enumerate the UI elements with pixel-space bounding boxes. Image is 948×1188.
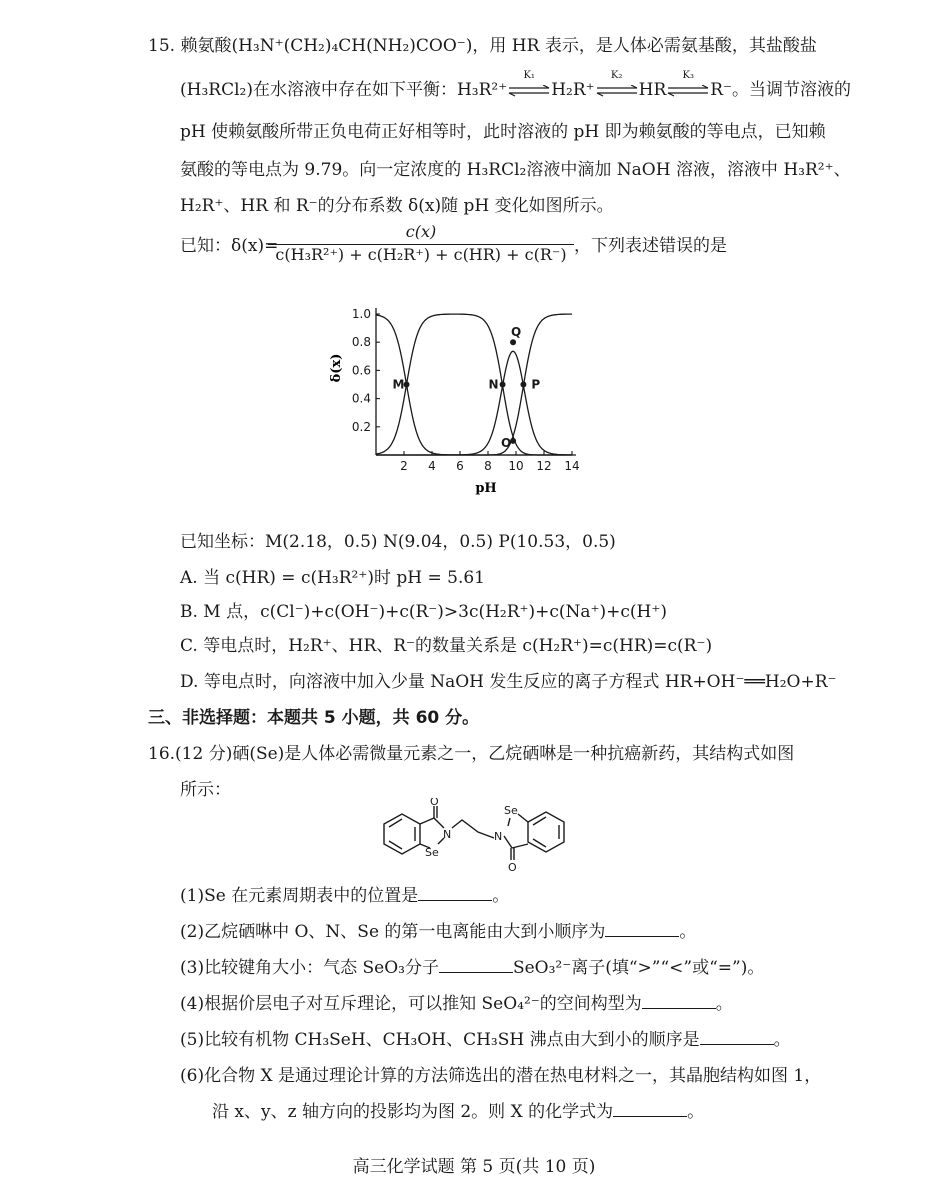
q16-item-6: (6)化合物 X 是通过理论计算的方法筛选出的潜在热电材料之一，其晶胞结构如图 1，: [180, 1066, 822, 1086]
q15-line5: H₂R⁺、HR 和 R⁻的分布系数 δ(x)随 pH 变化如图所示。: [180, 196, 614, 216]
fraction-denominator: c(H₃R²⁺) + c(H₂R⁺) + c(HR) + c(R⁻): [275, 245, 567, 264]
carbonyl-o-right: O: [508, 861, 517, 874]
answer-blank-2[interactable]: [605, 920, 679, 937]
answer-blank-4[interactable]: [642, 992, 716, 1009]
q15-line2: (H₃RCl₂)在水溶液中存在如下平衡：H₃R²⁺ K₁ H₂R⁺ K₂ HR K₃ R⁻。当调节溶液的: [180, 78, 851, 103]
q16-item-3: (3)比较键角大小：气态 SeO₃分子 SeO₃²⁻离子(填“>”“<”或“=”)。: [180, 958, 765, 978]
point-label-Q: Q: [511, 325, 522, 340]
y-tick-label-4: 1.0: [351, 307, 371, 321]
answer-blank-6[interactable]: [613, 1100, 687, 1117]
point-label-N: N: [488, 377, 499, 392]
q16-line2: 所示：: [180, 780, 231, 800]
q15-number: 15.: [148, 36, 176, 56]
q16-item-4: (4)根据价层电子对互斥理论，可以推知 SeO₄²⁻的空间构型为 。: [180, 994, 733, 1014]
q16-line1: 16.(12 分)硒(Se)是人体必需微量元素之一，乙烷硒啉是一种抗癌新药，其结构式如图: [148, 744, 795, 764]
x-tick-label-1: 4: [428, 459, 436, 473]
x-tick-label-2: 6: [456, 459, 464, 473]
answer-blank-1[interactable]: [418, 884, 492, 901]
distribution-fraction: [268, 222, 574, 267]
option-b: B. M 点，c(Cl⁻)+c(OH⁻)+c(R⁻)>3c(H₂R⁺)+c(Na⁺)+c(H⁺): [180, 602, 667, 622]
q16-item-2: (2)乙烷硒啉中 O、N、Se 的第一电离能由大到小顺序为 。: [180, 922, 697, 942]
chart-xlabel: pH: [475, 481, 497, 496]
q16-item-6-line2: 沿 x、y、z 轴方向的投影均为图 2。则 X 的化学式为 。: [212, 1102, 705, 1122]
fraction-numerator: c(x): [405, 222, 437, 241]
hr-curve: [376, 351, 572, 455]
page-footer: 高三化学试题 第 5 页(共 10 页): [352, 1157, 596, 1177]
option-d: D. 等电点时，向溶液中加入少量 NaOH 发生反应的离子方程式 HR+OH⁻══H₂O+R⁻: [180, 672, 837, 692]
point-P: [520, 382, 526, 388]
chart-ylabel: δ(x): [329, 353, 344, 383]
known-formula-prefix: 已知：δ(x)=: [180, 236, 279, 256]
section-heading: 三、非选择题：本题共 5 小题，共 60 分。: [148, 708, 480, 728]
q16-item-5: (5)比较有机物 CH₃SeH、CH₃OH、CH₃SH 沸点由大到小的顺序是 。: [180, 1030, 791, 1050]
y-tick-label-3: 0.8: [351, 335, 371, 350]
answer-blank-3[interactable]: [439, 956, 513, 973]
x-tick-label-0: 2: [400, 459, 408, 473]
carbonyl-o-left: O: [430, 798, 439, 808]
point-N: [500, 382, 506, 388]
known-coordinates: 已知坐标：M(2.18，0.5) N(9.04，0.5) P(10.53，0.5): [180, 532, 616, 552]
nitrogen-right: N: [494, 830, 503, 843]
x-tick-label-3: 8: [484, 459, 492, 473]
q15-line3: pH 使赖氨酸所带正负电荷正好相等时，此时溶液的 pH 即为赖氨酸的等电点，已知赖: [180, 122, 826, 142]
selenium-left: Se: [425, 846, 439, 859]
q16-item-1: (1)Se 在元素周期表中的位置是 。: [180, 886, 510, 906]
y-tick-label-0: 0.2: [351, 419, 371, 434]
q15-line4: 氨酸的等电点为 9.79。向一定浓度的 H₃RCl₂溶液中滴加 NaOH 溶液，溶液中 H₃R²⁺、: [180, 160, 851, 180]
nitrogen-left: N: [443, 828, 452, 841]
q15-stem-1: 赖氨酸(H₃N⁺(CH₂)₄CH(NH₂)COO⁻)，用 HR 表示，是人体必需氨基酸，其盐酸盐: [180, 36, 817, 56]
point-label-O: O: [501, 435, 512, 450]
distribution-chart: [320, 296, 590, 506]
ethaselen-structure: [368, 798, 578, 874]
equilibrium-arrow-k2: K₂: [595, 79, 639, 103]
known-formula-suffix: ，下列表述错误的是: [574, 236, 727, 256]
option-c: C. 等电点时，H₂R⁺、HR、R⁻的数量关系是 c(H₂R⁺)=c(HR)=c(R⁻): [180, 636, 713, 656]
equilibrium-arrow-k3: K₃: [666, 79, 710, 103]
answer-blank-5[interactable]: [700, 1028, 774, 1045]
point-label-M: M: [392, 377, 405, 392]
y-tick-label-2: 0.6: [351, 363, 371, 378]
x-tick-label-5: 12: [536, 459, 552, 473]
option-a: A. 当 c(HR) = c(H₃R²⁺)时 pH = 5.61: [180, 568, 485, 588]
selenium-right: Se: [504, 804, 518, 817]
chart-ticks: [352, 307, 580, 473]
y-tick-label-1: 0.4: [351, 391, 371, 406]
point-Q: [510, 339, 516, 345]
point-label-P: P: [531, 377, 541, 392]
equilibrium-arrow-k1: K₁: [507, 79, 551, 103]
q15-line1: [148, 34, 817, 58]
x-tick-label-6: 14: [564, 459, 580, 473]
x-tick-label-4: 10: [508, 459, 524, 473]
